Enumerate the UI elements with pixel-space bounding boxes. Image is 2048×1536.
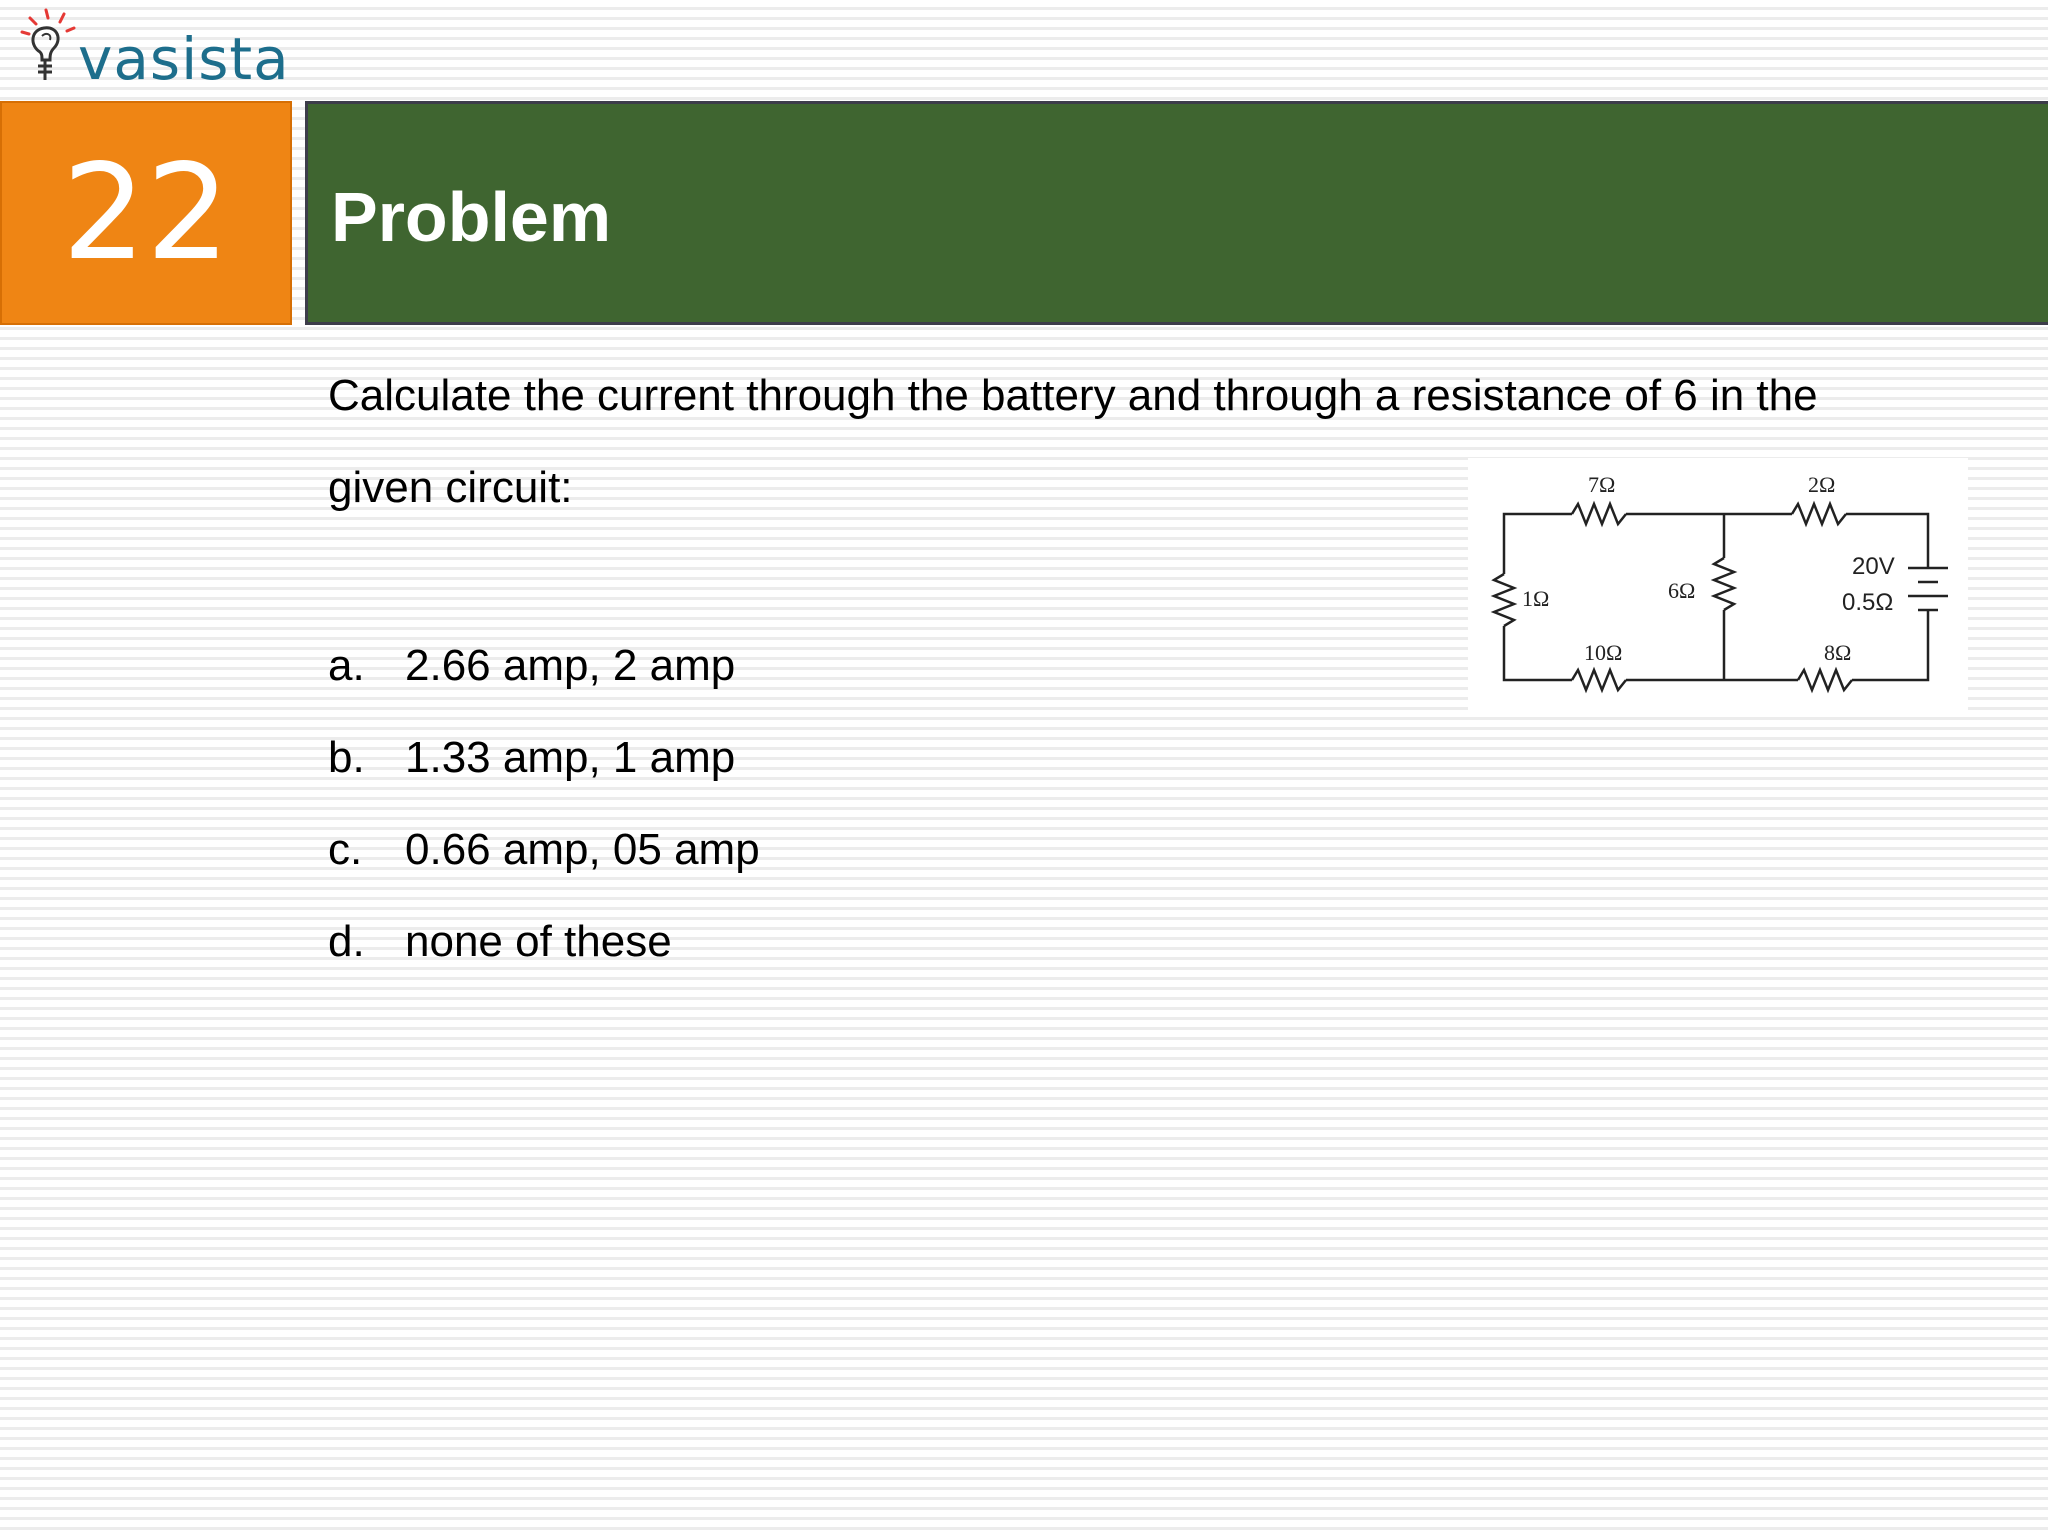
title-bar bbox=[305, 101, 2048, 325]
wire-bottom-right bbox=[1852, 624, 1928, 680]
slide-number-box bbox=[0, 101, 292, 325]
option-text: none of these bbox=[405, 917, 672, 966]
label-10-ohm: 10Ω bbox=[1584, 640, 1623, 665]
question-line-2: given circuit: bbox=[328, 463, 573, 512]
label-6-ohm: 6Ω bbox=[1668, 578, 1696, 603]
resistor-6-ohm bbox=[1714, 558, 1734, 610]
option-letter: b. bbox=[328, 733, 365, 782]
vasista-logo bbox=[20, 4, 290, 96]
resistor-8-ohm bbox=[1798, 670, 1852, 690]
label-2-ohm: 2Ω bbox=[1808, 472, 1836, 497]
question-line-1: Calculate the current through the battery and through a resistance of 6 in the bbox=[328, 371, 1818, 420]
label-7-ohm: 7Ω bbox=[1588, 472, 1616, 497]
resistor-2-ohm bbox=[1792, 504, 1846, 524]
resistor-1-ohm bbox=[1494, 574, 1514, 626]
circuit-svg bbox=[1468, 458, 1968, 716]
option-c bbox=[328, 804, 760, 896]
option-b bbox=[328, 712, 760, 804]
answer-options bbox=[328, 620, 760, 988]
option-a bbox=[328, 620, 760, 712]
wire-left-bottom bbox=[1504, 626, 1572, 680]
resistor-7-ohm bbox=[1572, 504, 1626, 524]
slide-title: Problem bbox=[331, 178, 612, 256]
slide-number: 22 bbox=[62, 136, 230, 290]
option-letter: d. bbox=[328, 917, 365, 966]
option-letter: c. bbox=[328, 825, 363, 874]
option-letter: a. bbox=[328, 641, 365, 690]
wire-top-left bbox=[1504, 514, 1572, 574]
option-d bbox=[328, 896, 760, 988]
logo-text: vasista bbox=[78, 25, 290, 93]
label-8-ohm: 8Ω bbox=[1824, 640, 1852, 665]
resistor-10-ohm bbox=[1572, 670, 1626, 690]
option-text: 1.33 amp, 1 amp bbox=[405, 733, 736, 782]
option-text: 0.66 amp, 05 amp bbox=[405, 825, 760, 874]
label-1-ohm: 1Ω bbox=[1522, 586, 1550, 611]
label-20v: 20V bbox=[1852, 553, 1895, 580]
option-text: 2.66 amp, 2 amp bbox=[405, 641, 736, 690]
label-internal-resistance: 0.5Ω bbox=[1842, 589, 1894, 616]
circuit-diagram bbox=[1468, 458, 1968, 716]
